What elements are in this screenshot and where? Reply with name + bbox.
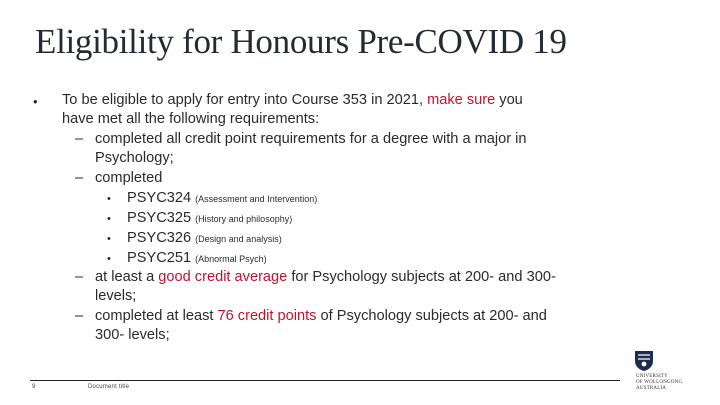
highlight-make-sure: make sure [427,92,496,108]
sub-item-3-line-1: at least a good credit average for Psychology subjects at 200- and 300- [95,269,556,285]
dash-icon: – [75,170,84,186]
university-logo [630,350,690,400]
highlight-good-credit-average: good credit average [158,269,288,285]
subject-item: PSYC251 (Abnormal Psych) [127,250,267,266]
footer-divider [30,380,620,381]
document-title: Document title [88,384,130,390]
crest-icon [634,350,654,372]
dash-icon: – [75,308,84,324]
sub-item-3-line-2: levels; [95,288,137,304]
bullet-icon: • [33,94,38,109]
subject-item: PSYC324 (Assessment and Intervention) [127,190,318,206]
sub-item-4-line-2: 300- levels; [95,327,170,343]
sub-item-1-line-2: Psychology; [95,150,174,166]
sub-item-2-line-1: completed [95,170,163,186]
bullet-icon: • [107,213,111,225]
subject-item: PSYC325 (History and philosophy) [127,210,293,226]
highlight-76-credit-points: 76 credit points [217,308,317,324]
subject-item: PSYC326 (Design and analysis) [127,230,282,246]
sub-item-4-line-1: completed at least 76 credit points of Psychology subjects at 200- and [95,308,547,324]
dash-icon: – [75,269,84,285]
bullet-icon: • [107,233,111,245]
bullet-icon: • [107,193,111,205]
slide-title: Eligibility for Honours Pre-COVID 19 [35,22,567,61]
main-bullet-line-1: To be eligible to apply for entry into Course 353 in 2021, make sure you [62,92,523,108]
dash-icon: – [75,131,84,147]
main-bullet-line-2: have met all the following requirements: [62,111,320,127]
logo-text: UNIVERSITY OF WOLLONGONG AUSTRALIA [636,374,683,391]
bullet-icon: • [107,253,111,265]
page-number: 9 [32,384,36,390]
sub-item-1-line-1: completed all credit point requirements for a degree with a major in [95,131,527,147]
